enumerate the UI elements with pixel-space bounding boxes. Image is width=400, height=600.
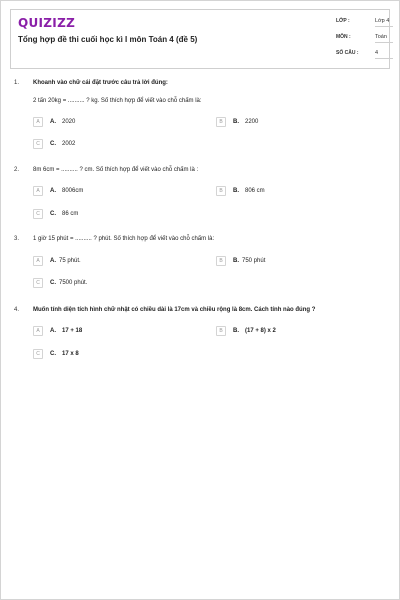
option-letter: B.	[233, 119, 239, 125]
option-letter: B.	[233, 188, 239, 194]
worksheet-meta	[336, 16, 388, 64]
option-letter: A.	[50, 328, 56, 334]
question-1	[14, 80, 384, 160]
option-checkbox[interactable]: B	[216, 256, 226, 266]
worksheet-title: Tổng hợp đề thi cuối học kì I môn Toán 4 (đề 5)	[18, 35, 198, 44]
option-letter: C.	[50, 141, 56, 147]
meta-label-question-count: SỐ CÂU :	[336, 50, 359, 56]
question-number: 2.	[14, 167, 20, 173]
option-text: 17 + 18	[62, 328, 83, 334]
option-b[interactable]	[216, 256, 366, 267]
meta-value-class: Lớp 4	[375, 18, 393, 27]
option-checkbox[interactable]: A	[33, 117, 43, 127]
option-text: 2200	[245, 119, 259, 125]
option-checkbox[interactable]: C	[33, 209, 43, 219]
meta-value-subject: Toán	[375, 34, 393, 43]
option-c[interactable]	[33, 349, 183, 360]
question-3	[14, 236, 384, 296]
worksheet-header	[10, 9, 390, 69]
option-text: 806 cm	[245, 188, 265, 194]
option-a[interactable]	[33, 326, 183, 337]
option-checkbox[interactable]: A	[33, 186, 43, 196]
option-letter: A.	[50, 258, 56, 264]
option-a[interactable]	[33, 256, 183, 267]
option-letter: B.	[233, 328, 239, 334]
option-letter: C.	[50, 211, 56, 217]
meta-row-subject	[336, 32, 388, 48]
question-subtext: 2 tấn 20kg = .......... ? kg. Số thích hợp để viết vào chỗ chấm là:	[33, 98, 202, 104]
option-text: 2002	[62, 141, 76, 147]
option-text: (17 + 8) x 2	[245, 328, 276, 334]
option-b[interactable]	[216, 186, 366, 197]
option-text: 750 phút	[242, 258, 266, 264]
option-text: 2020	[62, 119, 76, 125]
question-text: 8m 6cm = .......... ? cm. Số thích hợp để viết vào chỗ chấm là :	[33, 167, 199, 173]
option-c[interactable]	[33, 139, 183, 150]
option-checkbox[interactable]: C	[33, 278, 43, 288]
question-number: 3.	[14, 236, 20, 242]
meta-row-question-count	[336, 48, 388, 64]
option-letter: A.	[50, 188, 56, 194]
option-checkbox[interactable]: C	[33, 139, 43, 149]
option-c[interactable]	[33, 278, 183, 289]
question-text: Muốn tính diện tích hình chữ nhật có chiều dài là 17cm và chiều rộng là 8cm. Cách tính nào đúng ?	[33, 307, 316, 313]
option-text: 86 cm	[62, 211, 79, 217]
question-number: 4.	[14, 307, 20, 313]
option-checkbox[interactable]: B	[216, 186, 226, 196]
option-checkbox[interactable]: C	[33, 349, 43, 359]
question-text: Khoanh vào chữ cái đặt trước câu trả lời đúng:	[33, 80, 168, 86]
option-checkbox[interactable]: B	[216, 117, 226, 127]
question-number: 1.	[14, 80, 20, 86]
option-a[interactable]	[33, 186, 183, 197]
option-letter: B.	[233, 258, 239, 264]
quizizz-logo: QUIZIZZ	[18, 16, 76, 30]
option-b[interactable]	[216, 117, 366, 128]
option-checkbox[interactable]: B	[216, 326, 226, 336]
option-a[interactable]	[33, 117, 183, 128]
option-letter: A.	[50, 119, 56, 125]
option-text: 8006cm	[62, 188, 84, 194]
question-2	[14, 167, 384, 227]
option-letter: C.	[50, 351, 56, 357]
option-checkbox[interactable]: A	[33, 256, 43, 266]
option-text: 75 phút.	[59, 258, 81, 264]
option-letter: C.	[50, 280, 56, 286]
meta-row-class	[336, 16, 388, 32]
question-4	[14, 307, 384, 367]
meta-value-question-count: 4	[375, 50, 393, 59]
option-c[interactable]	[33, 209, 183, 220]
option-b[interactable]	[216, 326, 366, 337]
meta-label-subject: MÔN :	[336, 34, 351, 40]
meta-label-class: LỚP :	[336, 18, 350, 24]
option-checkbox[interactable]: A	[33, 326, 43, 336]
option-text: 7500 phút.	[59, 280, 88, 286]
option-text: 17 x 8	[62, 351, 79, 357]
question-text: 1 giờ 15 phút = .......... ? phút. Số thích hợp để viết vào chỗ chấm là:	[33, 236, 215, 242]
